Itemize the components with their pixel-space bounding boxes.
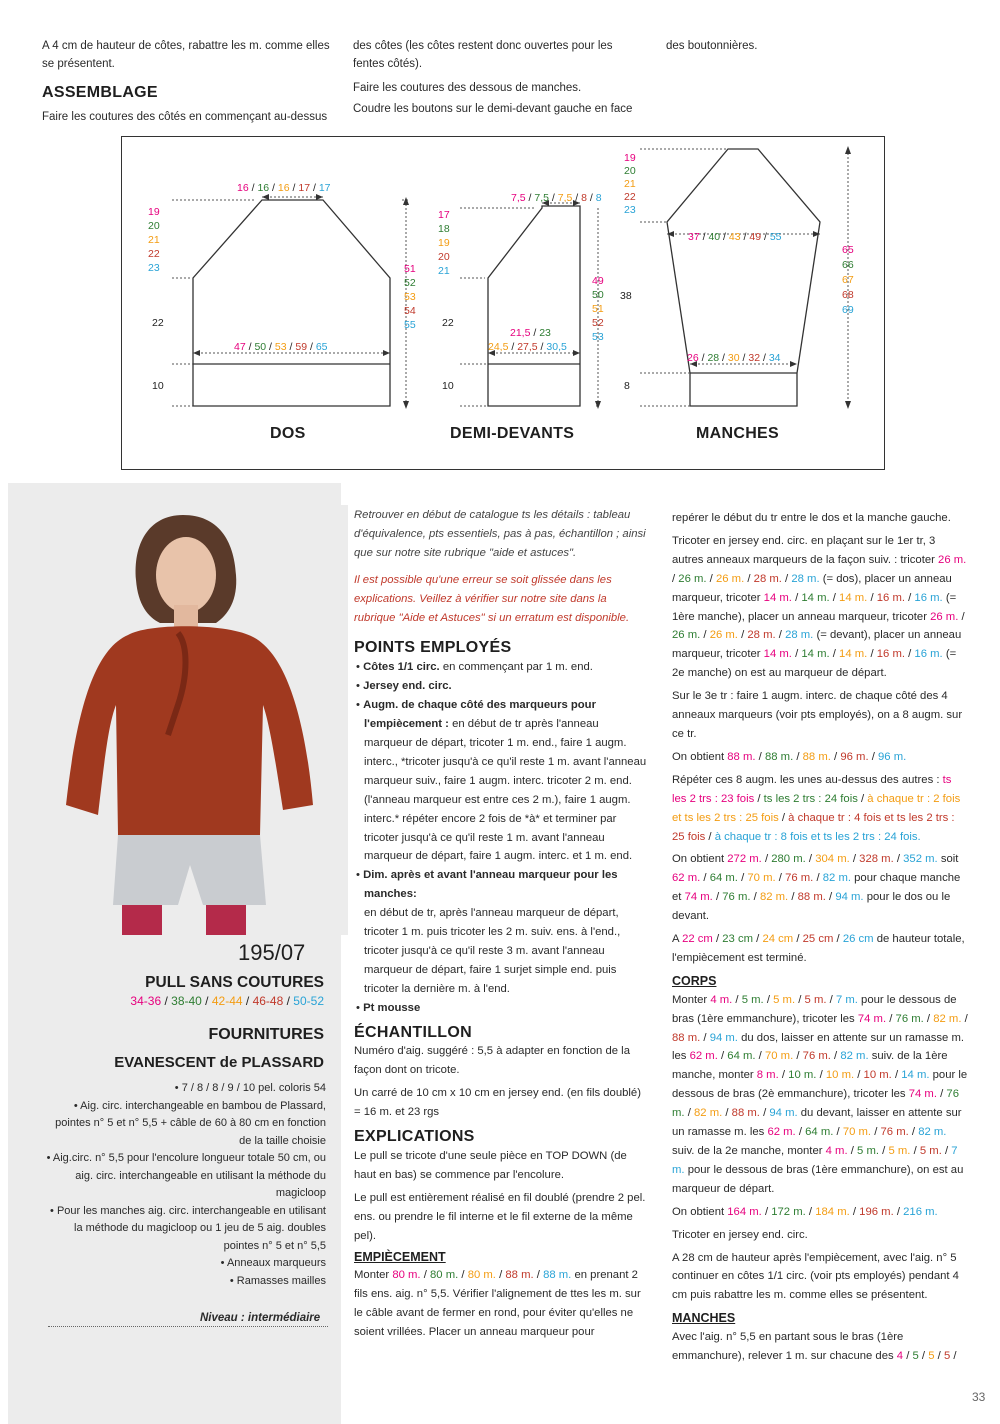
product-sizes: 34-36 / 38-40 / 42-44 / 46-48 / 50-52: [130, 994, 324, 1008]
product-name: PULL SANS COUTURES: [145, 974, 324, 991]
assemblage-text: Faire les coutures des côtés en commençant au-dessus: [42, 111, 328, 123]
devants-width-b: 24,5 / 27,5 / 30,5: [488, 341, 567, 353]
manches-shape: [667, 149, 820, 406]
devants-width-a: 21,5 / 23: [510, 327, 551, 339]
dos-rib: 10: [152, 380, 164, 392]
list-item: • Aig. circ. interchangeable en bambou de Plassard, pointes n° 5 et n° 5,5 + câble de 60 à 80 cm en fonction de la taille choisie: [55, 1099, 326, 1147]
dos-shape: [193, 200, 390, 406]
devants-rib: 10: [442, 380, 454, 392]
model-photo: [38, 505, 348, 935]
manches-length-dims: 65 66 67 68 69: [842, 244, 854, 316]
yarn-name: EVANESCENT de PLASSARD: [114, 1054, 324, 1071]
dos-body-height: 22: [152, 317, 164, 329]
manches-cuff-width: 26 / 28 / 30 / 32 / 34: [687, 352, 781, 364]
dos-label: DOS: [270, 425, 306, 442]
dos-side-dims: 51 52 53 54 55: [404, 263, 416, 331]
devants-armhole-dims: 17 18 19 20 21: [438, 209, 450, 277]
manches-label: MANCHES: [696, 425, 779, 442]
devants-top-dims: 7,5 / 7,5 / 7,5 / 8 / 8: [511, 192, 602, 204]
top-col3-line1: des boutonnières.: [666, 40, 758, 52]
devants-body-height: 22: [442, 317, 454, 329]
manches-cap-dims: 19 20 21 22 23: [624, 152, 636, 216]
list-item: • Aig.circ. n° 5,5 pour l'encolure longueur totale 50 cm, ou aig. circ. interchangeable en utilisant la méthode du magicloop: [46, 1152, 326, 1199]
list-item: • Ramasses mailles: [229, 1274, 326, 1287]
dos-top-dims: 16 / 16 / 16 / 17 / 17: [237, 182, 331, 194]
manches-top-width: 37 / 40 / 43 / 49 / 55: [688, 231, 782, 243]
fournitures-list: [40, 1080, 326, 1290]
devants-label: DEMI-DEVANTS: [450, 425, 575, 442]
devants-extra: 38: [620, 290, 632, 302]
fournitures-title: FOURNITURES: [208, 1026, 324, 1043]
devants-shape: [488, 206, 580, 406]
list-item: • Pour les manches aig. circ. interchangeable en utilisant la méthode du magicloop ou 1 jeu de 5 aig. doubles pointes n° 5 et n° 5,5: [50, 1204, 326, 1252]
product-ref: 195/07: [238, 940, 306, 965]
manches-cuff: 8: [624, 380, 630, 392]
niveau-divider: [48, 1326, 328, 1327]
list-item: • Anneaux marqueurs: [220, 1257, 326, 1269]
top-col2-line4: Coudre les boutons sur le demi-devant gauche en face: [353, 103, 633, 115]
assemblage-title: ASSEMBLAGE: [42, 84, 158, 101]
dos-armhole-dims: 19 20 21 22 23: [148, 206, 160, 274]
devants-side-dims: 49 50 51 52 53: [592, 275, 604, 343]
niveau-label: Niveau : intermédiaire: [200, 1312, 321, 1324]
right-column: repérer le début du tr entre le dos et la manche gauche. Tricoter en jersey end. circ. en plaçant sur le 1er tr, 3 autres anneaux marqueurs de la façon suiv. : tricoter 26 m. / 26 m. / 26 m. / 28 m. / 28 m. (= dos), placer un anneau marqueur, tricoter 14 m. / 14 m. / 14 m. / 16 m. / 16 m. (= 1ère manche), placer un anneau marqueur, tricoter 26 m. / 26 m. / 26 m. / 28 m. / 28 m. (= devant), placer un anneau marqueur, tricoter 14 m. / 14 m. / 14 m. / 16 m. / 16 m. (= 2e manche) on est au marqueur de départ. Sur le 3e tr : faire 1 augm. interc. de chaque côté des 4 anneaux marqueurs (voir pts employés), on a 8 augm. sur ce tr. On obtient 88 m. / 88 m. / 88 m. / 96 m. / 96 m. Répéter ces 8 augm. les unes au-dessus des autres : ts les 2 trs : 23 fois / ts les 2 trs : 24 fois / à chaque tr : 2 fois et ts les 2 trs : 25 fois / à chaque tr : 4 fois et ts les 2 trs : 25 fois / à chaque tr : 8 fois et ts les 2 trs : 24 fois. On obtient 272 m. / 280 m. / 304 m. / 328 m. / 352 m. soit 62 m. / 64 m. / 70 m. / 76 m. / 82 m. pour chaque manche et 74 m. / 76 m. / 82 m. / 88 m. / 94 m. pour le dos ou le devant. A 22 cm / 23 cm / 24 cm / 25 cm / 26 cm de hauteur totale, l'empiècement est terminé. CORPS Monter 4 m. / 5 m. / 5 m. / 5 m. / 7 m. pour le dessous de bras (1ère emmanchure), tricoter les 74 m. / 76 m. / 82 m. / 88 m. / 94 m. du dos, laisser en attente sur un ramasse m. les 62 m. / 64 m. / 70 m. / 76 m. / 82 m. suiv. de la 1ère manche, monter 8 m. / 10 m. / 10 m. / 10 m. / 14 m. pour le dessous de bras (2è emmanchure), tricoter les 74 m. / 76 m. / 82 m. / 88 m. / 94 m. du devant, laisser en attente sur un ramasse m. les 62 m. / 64 m. / 70 m. / 76 m. / 82 m. suiv. de la 2e manche, monter 4 m. / 5 m. / 5 m. / 5 m. / 7 m. pour le dessous de bras (1ère emmanchure), on est au marqueur de départ. On obtient 164 m. / 172 m. / 184 m. / 196 m. / 216 m. Tricoter en jersey end. circ. A 28 cm de hauteur après l'empiècement, avec l'aig. n° 5 continuer en côtes 1/1 circ. (voir pts employés) pendant 4 cm puis rabattre les m. comme elles se présentent. MANCHES Avec l'aig. n° 5,5 en partant sous le bras (1ère emmanchure), relever 1 m. sur chacune des 4 / 5 / 5 / 5 /: [672, 512, 968, 1363]
page-number: 33: [972, 1390, 986, 1404]
top-col2-line1: des côtes (les côtes restent donc ouvertes pour les: [353, 40, 613, 52]
dos-width-dims: 47 / 50 / 53 / 59 / 65: [234, 341, 328, 353]
middle-column: Retrouver en début de catalogue ts les détails : tableau d'équivalence, pts essentiels, pas à pas, échantillon ; ainsi que sur notre site rubrique "aide et astuces". Il est possible qu'une erreur se soit glissée dans les explications. Veillez à vérifier sur notre site dans la rubrique "Aide et Astuces" si un erratum est disponible. POINTS EMPLOYÉS • Côtes 1/1 circ. en commençant par 1 m. end. • Jersey end. circ. • Augm. de chaque côté des marqueurs pour l'empiècement : en début de tr après l'anneau marqueur de départ, tricoter 1 m. end., faire 1 augm. interc., *tricoter jusqu'à ce qu'il reste 1 m. avant l'anneau marqueur suiv., faire 1 augm. interc. tricoter 2 m. end. (l'anneau marqueur est entre ces 2 m.), faire 1 augm. interc.* répéter encore 2 fois de *à* et terminer par tricoter jusqu'à ce qu'il reste 1 m. avant l'anneau marqueur de départ, faire 1 augm. interc. et 1 m. end. • Dim. après et avant l'anneau marqueur pour les manches: en début de tr, après l'anneau marqueur de départ, tricoter 1 m. puis tricoter les 2 m. suiv. ens. à l'end., tricoter jusqu'à ce qu'il reste 3 m. avant l'anneau marqueur de départ, faire 1 surjet simple end. puis tricoter la dernière m. à l'end. • Pt mousse ÉCHANTILLON Numéro d'aig. suggéré : 5,5 à adapter en fonction de la façon dont on tricote. Un carré de 10 cm x 10 cm en jersey end. (en fils doublé) = 16 m. et 23 rgs EXPLICATIONS Le pull se tricote d'une seule pièce en TOP DOWN (de haut en bas) se commence par l'encolure. Le pull est entièrement réalisé en fil doublé (prendre 2 pel. ens. ou prendre le fil interne et le fil externe de la même pel). EMPIÈCEMENT Monter 80 m. / 80 m. / 80 m. / 88 m. / 88 m. en prenant 2 fils ens. aig. n° 5,5. Vérifier l'alignement de ttes les m. sur le câble avant de fermer en rond, pour éviter qu'elles ne soient vrillées. Placer un anneau marqueur pour: [354, 509, 647, 1339]
top-col2-line2: fentes côtés).: [353, 58, 423, 70]
top-col2-line3: Faire les coutures des dessous de manches.: [353, 82, 582, 94]
top-col1-line2: se présentent.: [42, 58, 115, 70]
list-item: • 7 / 8 / 8 / 9 / 10 pel. coloris 54: [174, 1082, 326, 1094]
top-col1-line1: A 4 cm de hauteur de côtes, rabattre les m. comme elles: [42, 40, 330, 52]
